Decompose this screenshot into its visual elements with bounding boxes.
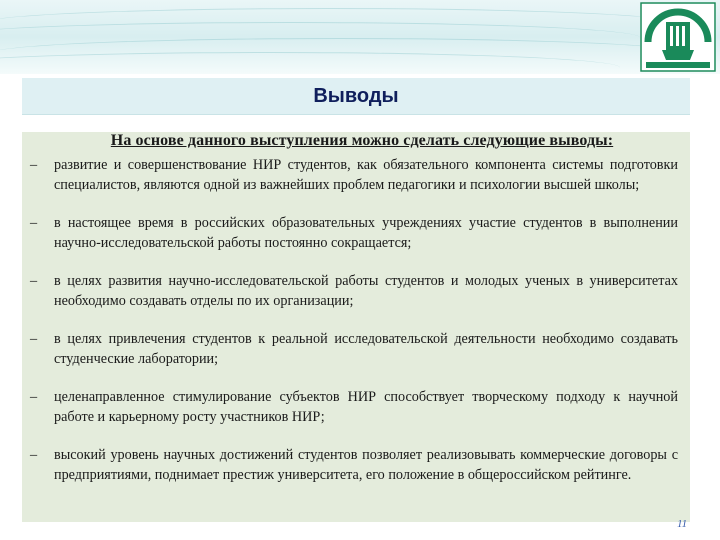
university-logo-icon bbox=[640, 2, 716, 72]
bullet-dash: – bbox=[30, 447, 38, 463]
list-item bbox=[30, 272, 678, 311]
bullet-dash: – bbox=[30, 273, 38, 289]
list-item bbox=[30, 446, 678, 485]
slide-title: Выводы bbox=[313, 84, 399, 107]
list-item bbox=[30, 214, 678, 253]
bullet-dash: – bbox=[30, 331, 38, 347]
bullet-dash: – bbox=[30, 157, 38, 173]
list-item-text: в целях развития научно-исследовательской работы студентов и молодых ученых в университетах необходимо создавать отделы по их организации; bbox=[54, 273, 678, 309]
bullet-dash: – bbox=[30, 389, 38, 405]
list-item bbox=[30, 388, 678, 427]
conclusions-list bbox=[30, 156, 678, 504]
list-item-text: развитие и совершенствование НИР студентов, как обязательного компонента системы подготовки специалистов, являются одной из важнейших проблем педагогики и психологии высшей школы; bbox=[54, 157, 678, 193]
list-item bbox=[30, 156, 678, 195]
page-number: 11 bbox=[677, 518, 688, 530]
list-item bbox=[30, 330, 678, 369]
header-band bbox=[0, 0, 720, 74]
list-item-text: в целях привлечения студентов к реальной исследовательской деятельности необходимо создавать студенческие лаборатории; bbox=[54, 331, 678, 367]
slide-subtitle: На основе данного выступления можно сделать следующие выводы: bbox=[110, 132, 614, 149]
list-item-text: целенаправленное стимулирование субъектов НИР способствует творческому подходу к научной работе и карьерному росту участников НИР; bbox=[54, 389, 678, 425]
list-item-text: в настоящее время в российских образовательных учреждениях участие студентов в выполнении научно-исследовательской работы постоянно сокращается; bbox=[54, 215, 678, 251]
title-bar bbox=[22, 78, 690, 115]
list-item-text: высокий уровень научных достижений студентов позволяет реализовывать коммерческие договоры с предприятиями, поднимает престиж университета, его положение в общероссийском рейтинге. bbox=[54, 447, 678, 483]
bullet-dash: – bbox=[30, 215, 38, 231]
